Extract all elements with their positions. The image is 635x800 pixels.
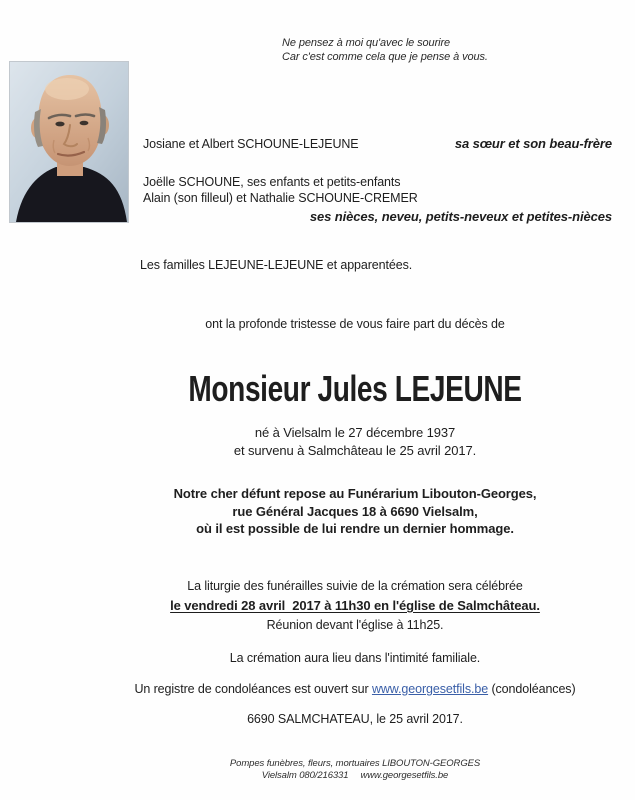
- place-date-line: 6690 SALMCHATEAU, le 25 avril 2017.: [247, 712, 463, 726]
- relatives-names-2: Joëlle SCHOUNE, ses enfants et petits-enfants: [143, 175, 401, 189]
- announcement-line: ont la profonde tristesse de vous faire part du décès de: [205, 317, 505, 331]
- birth-death-block: [70, 424, 635, 460]
- birth-line: né à Vielsalm le 27 décembre 1937: [254, 425, 456, 440]
- ceremony-block: [70, 577, 635, 635]
- cremation-line: La crémation aura lieu dans l'intimité familiale.: [229, 651, 481, 665]
- relatives-names-1: Josiane et Albert SCHOUNE-LEJEUNE: [143, 137, 359, 151]
- ceremony-date-line: le vendredi 28 avril 2017 à 11h30 en l'église de Salmchâteau.: [170, 598, 540, 613]
- deceased-name: Monsieur Jules LEJEUNE: [188, 368, 522, 409]
- funeral-home-footer: [70, 758, 635, 781]
- repose-block: [70, 485, 635, 538]
- footer-line-2: [70, 770, 635, 782]
- condolences-suffix: (condoléances): [488, 682, 576, 696]
- repose-line-2: rue Général Jacques 18 à 6690 Vielsalm,: [232, 503, 478, 519]
- repose-line-3: où il est possible de lui rendre un dernier hommage.: [196, 521, 514, 536]
- condolences-prefix: Un registre de condoléances est ouvert sur: [134, 682, 372, 696]
- family-row-sister: [143, 136, 612, 151]
- portrait-illustration: [10, 62, 128, 222]
- ceremony-line-1: La liturgie des funérailles suivie de la crémation sera célébrée: [187, 579, 523, 593]
- relatives-names-3: Alain (son filleul) et Nathalie SCHOUNE-CREMER: [143, 191, 418, 205]
- footer-phone: Vielsalm 080/216331: [261, 769, 349, 781]
- quote-line-1: Ne pensez à moi qu'avec le sourire: [282, 37, 451, 49]
- condolences-website-link[interactable]: www.georgesetfils.be: [371, 682, 489, 696]
- ceremony-line-3: Réunion devant l'église à 11h25.: [266, 618, 444, 632]
- memorial-quote: [282, 37, 488, 64]
- repose-line-1: Notre cher défunt repose au Funérarium Libouton-Georges,: [173, 486, 537, 501]
- relation-label-1: sa sœur et son beau-frère: [454, 136, 612, 151]
- relation-label-2: ses nièces, neveu, petits-neveux et petites-nièces: [309, 209, 612, 224]
- related-families-line: Les familles LEJEUNE-LEJEUNE et apparentées.: [140, 258, 413, 272]
- death-line: et survenu à Salmchâteau le 25 avril 2017.: [233, 443, 477, 458]
- condolences-line: [70, 682, 635, 696]
- footer-line-1: Pompes funèbres, fleurs, mortuaires LIBOUTON-GEORGES: [229, 758, 481, 769]
- deceased-photo: [10, 62, 128, 222]
- quote-line-2: Car c'est comme cela que je pense à vous.: [282, 50, 488, 63]
- footer-website: www.georgesetfils.be: [360, 769, 449, 781]
